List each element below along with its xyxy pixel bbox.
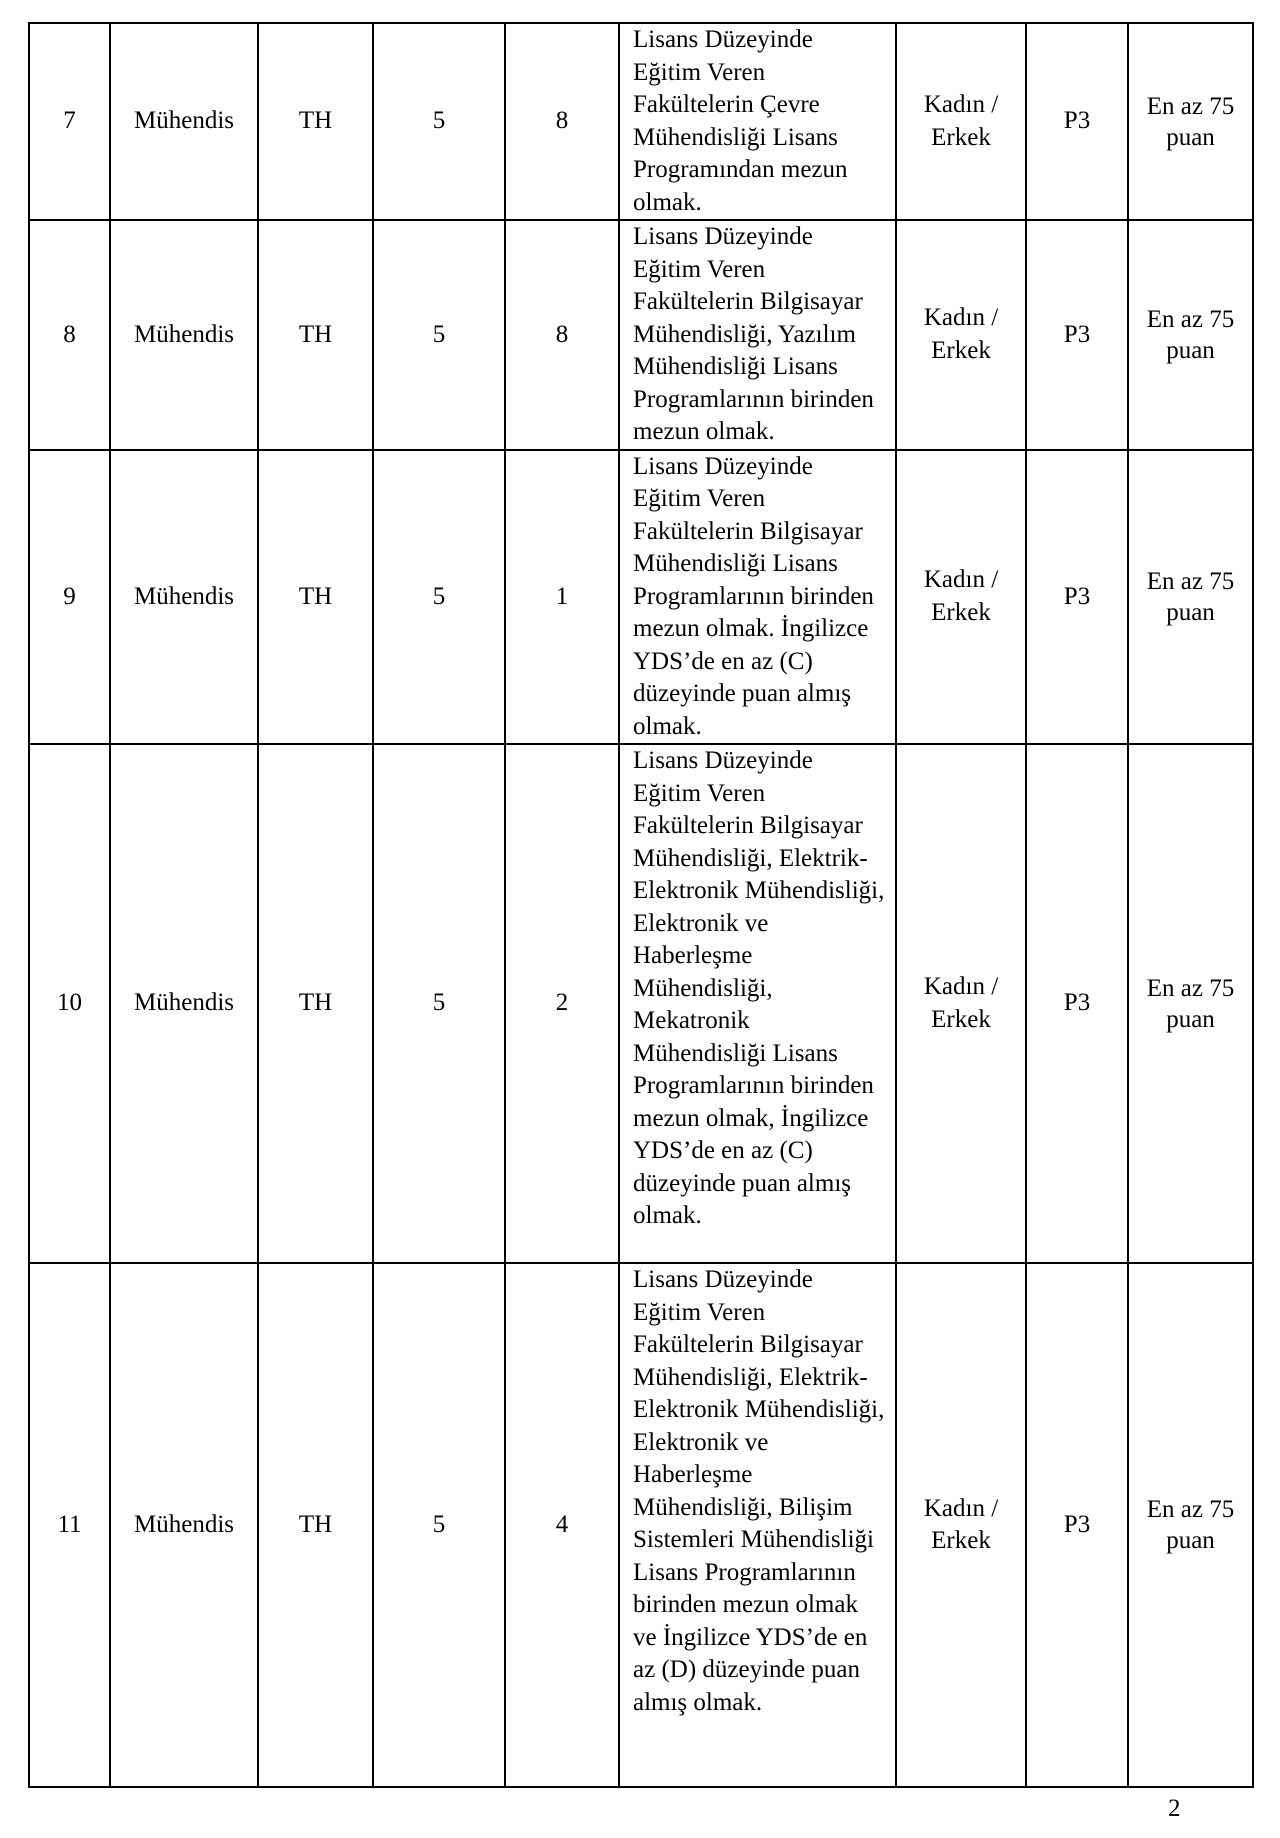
position-title: Mühendis [110, 450, 258, 745]
requirement-cell [619, 23, 896, 220]
gender: Kadın / Erkek [896, 450, 1026, 745]
gender: Kadın / Erkek [896, 220, 1026, 450]
score-text: En az 75 puan [1146, 92, 1235, 151]
requirement-text: Lisans Düzeyinde Eğitim Veren Fakültelerin Bilgisayar Mühendisliği Lisans Programlarının birinden mezun olmak. İngilizce YDS’de en az (C) düzeyinde puan almış olmak. [633, 452, 874, 740]
score-text: En az 75 puan [1146, 567, 1235, 626]
gender: Kadın / Erkek [896, 1263, 1026, 1787]
table-row [29, 220, 1253, 450]
minimum-score [1128, 744, 1253, 1263]
minimum-score [1128, 1263, 1253, 1787]
gender: Kadın / Erkek [896, 23, 1026, 220]
position-class: TH [258, 1263, 373, 1787]
position-count: 8 [505, 220, 619, 450]
page-number: 2 [1168, 1795, 1181, 1822]
position-class: TH [258, 220, 373, 450]
table-row [29, 1263, 1253, 1787]
requirement-text: Lisans Düzeyinde Eğitim Veren Fakültelerin Bilgisayar Mühendisliği, Elektrik-Elektronik Mühendisliği, Elektronik ve Haberleşme Mühendisliği, Mekatronik Mühendisliği Lisans Programlarının birinden mezun olmak, İngilizce YDS’de en az (C) düzeyinde puan almış olmak. [633, 747, 885, 1229]
score-text: En az 75 puan [1146, 974, 1235, 1033]
position-title: Mühendis [110, 23, 258, 220]
row-number: 11 [29, 1263, 110, 1787]
kpss-type: P3 [1026, 744, 1128, 1263]
position-count: 8 [505, 23, 619, 220]
minimum-score [1128, 450, 1253, 745]
requirement-text: Lisans Düzeyinde Eğitim Veren Fakültelerin Bilgisayar Mühendisliği, Elektrik-Elektronik Mühendisliği, Elektronik ve Haberleşme Mühendisliği, Bilişim Sistemleri Mühendisliği Lisans Programlarının birinden mezun olmak ve İngilizce YDS’de en az (D) düzeyinde puan almış olmak. [633, 1266, 885, 1716]
kpss-type: P3 [1026, 450, 1128, 745]
table-row [29, 744, 1253, 1263]
position-count: 2 [505, 744, 619, 1263]
position-degree: 5 [373, 23, 505, 220]
kpss-type: P3 [1026, 23, 1128, 220]
score-text: En az 75 puan [1146, 1496, 1235, 1554]
position-title: Mühendis [110, 744, 258, 1263]
row-number: 7 [29, 23, 110, 220]
position-degree: 5 [373, 220, 505, 450]
position-class: TH [258, 450, 373, 745]
position-degree: 5 [373, 744, 505, 1263]
minimum-score [1128, 23, 1253, 220]
position-class: TH [258, 23, 373, 220]
position-count: 1 [505, 450, 619, 745]
position-degree: 5 [373, 1263, 505, 1787]
requirement-cell [619, 450, 896, 745]
gender: Kadın / Erkek [896, 744, 1026, 1263]
score-text: En az 75 puan [1146, 305, 1235, 364]
requirement-cell [619, 220, 896, 450]
table-row [29, 450, 1253, 745]
kpss-type: P3 [1026, 220, 1128, 450]
requirement-text: Lisans Düzeyinde Eğitim Veren Fakültelerin Bilgisayar Mühendisliği, Yazılım Mühendisliği Lisans Programlarının birinden mezun olmak. [633, 223, 874, 445]
row-number: 9 [29, 450, 110, 745]
minimum-score [1128, 220, 1253, 450]
position-count: 4 [505, 1263, 619, 1787]
positions-table [28, 22, 1254, 1788]
position-class: TH [258, 744, 373, 1263]
kpss-type: P3 [1026, 1263, 1128, 1787]
position-title: Mühendis [110, 1263, 258, 1787]
requirement-text: Lisans Düzeyinde Eğitim Veren Fakültelerin Çevre Mühendisliği Lisans Programından mezun olmak. [633, 26, 848, 216]
row-number: 8 [29, 220, 110, 450]
position-title: Mühendis [110, 220, 258, 450]
table-row [29, 23, 1253, 220]
requirement-cell [619, 1263, 896, 1787]
position-degree: 5 [373, 450, 505, 745]
requirement-cell [619, 744, 896, 1263]
row-number: 10 [29, 744, 110, 1263]
